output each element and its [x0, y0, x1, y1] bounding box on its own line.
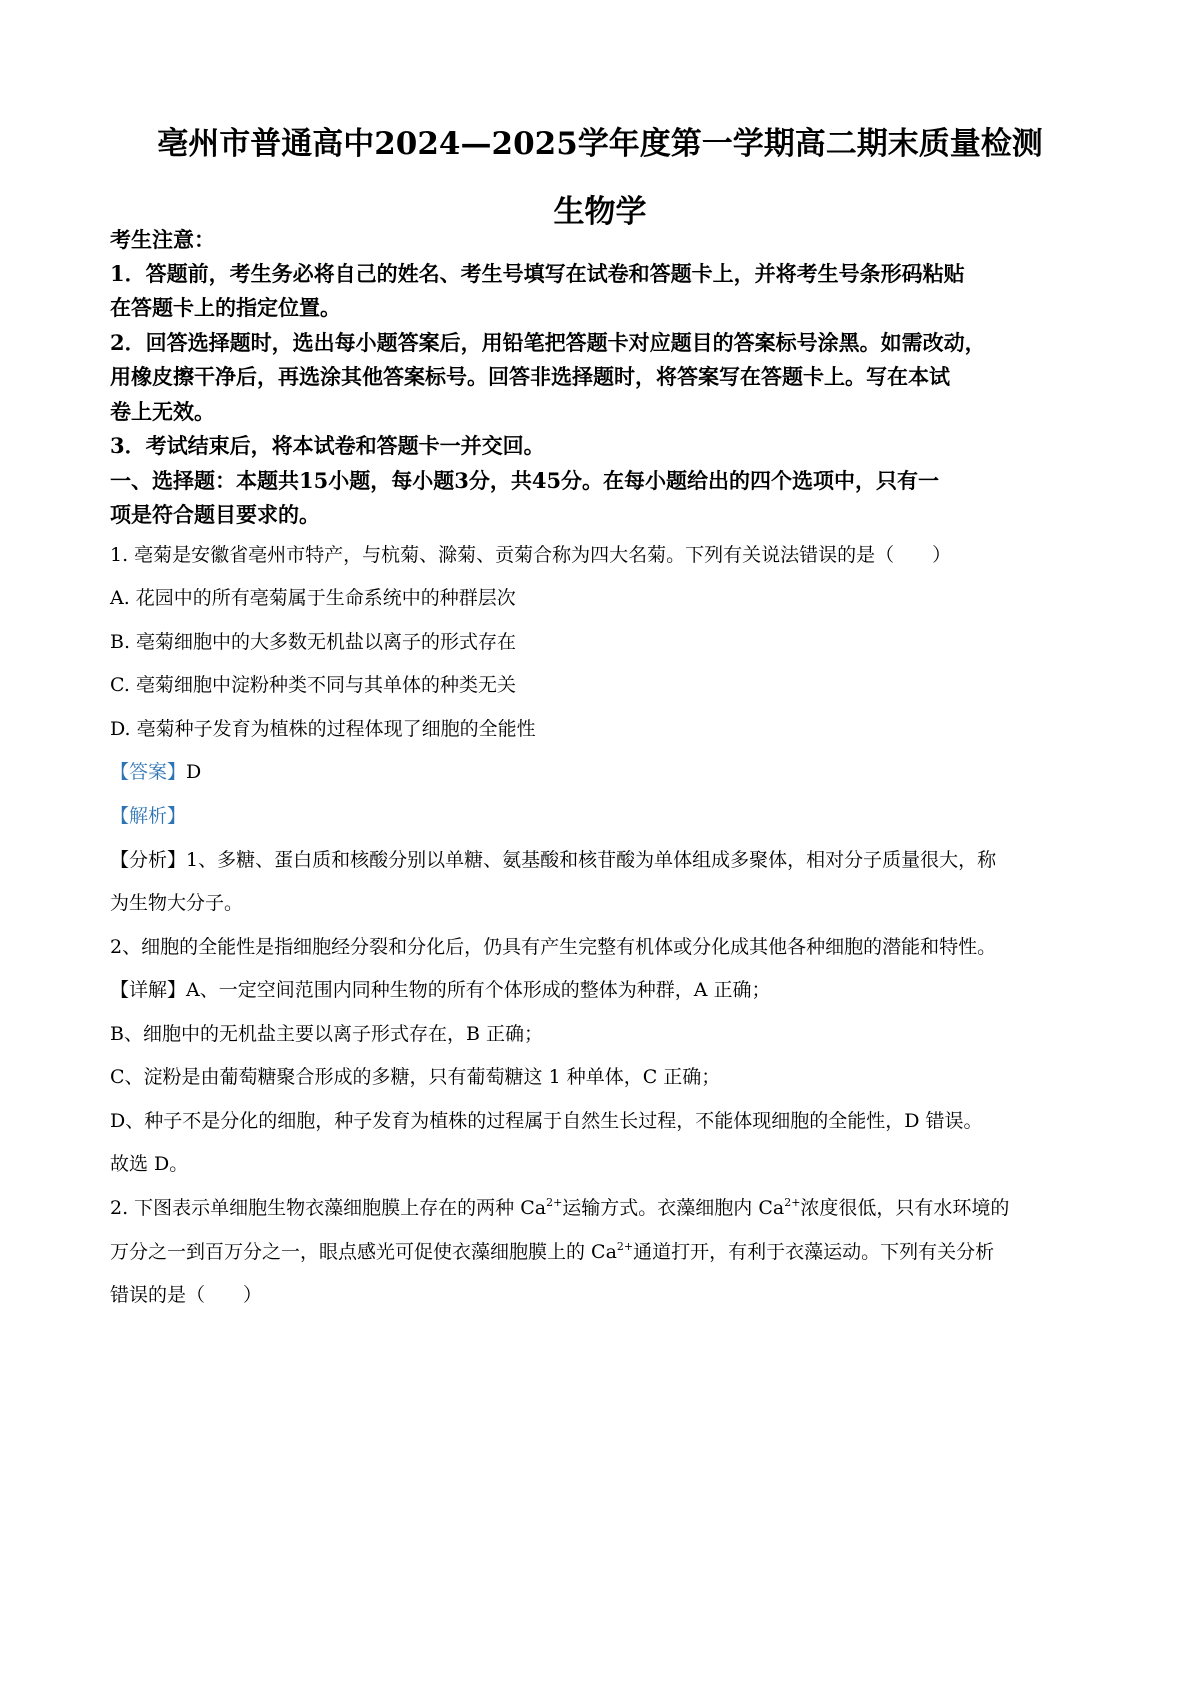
analysis-tag: 【解析】 — [110, 805, 187, 827]
section-heading-line-1: 一、选择题：本题共15小题，每小题3分，共45分。在每小题给出的四个选项中，只有一 — [110, 468, 940, 493]
detail-line-1: 【详解】A、一定空间范围内同种生物的所有个体形成的整体为种群，A 正确； — [110, 979, 771, 1001]
detail-line-3: C、淀粉是由葡萄糖聚合形成的多糖，只有葡萄糖这 1 种单体，C 正确； — [110, 1066, 721, 1088]
section-heading-line-2: 项是符合题目要求的。 — [110, 502, 320, 527]
question-2-stem-line-3: 错误的是（ ） — [110, 1284, 263, 1306]
question-1-option-d: D. 亳菊种子发育为植株的过程体现了细胞的全能性 — [110, 718, 536, 740]
q2-text-e: 通道打开，有利于衣藻运动。下列有关分析 — [633, 1241, 995, 1263]
analysis-line-3: 2、细胞的全能性是指细胞经分裂和分化后，仍具有产生完整有机体或分化成其他各种细胞的潜能和特性。 — [110, 936, 997, 958]
answer-tag: 【答案】 — [110, 761, 187, 783]
question-1-option-b: B. 亳菊细胞中的大多数无机盐以离子的形式存在 — [110, 631, 517, 653]
superscript: 2+ — [616, 1240, 634, 1253]
question-1-option-a: A. 花园中的所有亳菊属于生命系统中的种群层次 — [110, 587, 516, 609]
q2-text-c: 浓度很低，只有水环境的 — [800, 1197, 1010, 1219]
analysis-line-1: 【分析】1、多糖、蛋白质和核酸分别以单糖、氨基酸和核苷酸为单体组成多聚体，相对分子质量很大，称 — [110, 849, 997, 871]
notice-item-2-line-2: 用橡皮擦干净后，再选涂其他答案标号。回答非选择题时，将答案写在答题卡上。写在本试 — [110, 364, 950, 389]
notice-item-2-line-1: 2．回答选择题时，选出每小题答案后，用铅笔把答题卡对应题目的答案标号涂黑。如需改动， — [110, 330, 986, 355]
question-1-stem: 1. 亳菊是安徽省亳州市特产，与杭菊、滁菊、贡菊合称为四大名菊。下列有关说法错误的是（ ） — [110, 544, 952, 566]
notice-heading: 考生注意： — [110, 227, 215, 252]
question-1-option-c: C. 亳菊细胞中淀粉种类不同与其单体的种类无关 — [110, 674, 516, 696]
q2-text-a: 2. 下图表示单细胞生物衣藻细胞膜上存在的两种 Ca — [110, 1197, 547, 1219]
analysis-line-2: 为生物大分子。 — [110, 892, 244, 914]
document-title: 亳州市普通高中2024—2025学年度第一学期高二期末质量检测 — [157, 126, 1043, 162]
q2-text-b: 运输方式。衣藻细胞内 Ca — [562, 1197, 785, 1219]
detail-line-2: B、细胞中的无机盐主要以离子形式存在，B 正确； — [110, 1023, 543, 1045]
answer-value: D — [186, 761, 202, 783]
question-1-answer — [110, 757, 1100, 784]
document-subject: 生物学 — [553, 194, 647, 230]
q2-text-d: 万分之一到百万分之一，眼点感光可促使衣藻细胞膜上的 Ca — [110, 1241, 617, 1263]
notice-item-1-line-2: 在答题卡上的指定位置。 — [110, 295, 341, 320]
question-2-stem-line-2 — [110, 1237, 1100, 1264]
detail-line-4: D、种子不是分化的细胞，种子发育为植株的过程属于自然生长过程，不能体现细胞的全能性，D 错误。 — [110, 1110, 983, 1132]
notice-item-3: 3．考试结束后，将本试卷和答题卡一并交回。 — [110, 433, 545, 458]
superscript: 2+ — [784, 1196, 801, 1209]
notice-item-2-line-3: 卷上无效。 — [110, 399, 215, 424]
superscript: 2+ — [546, 1196, 563, 1209]
notice-item-1-line-1: 1．答题前，考生务必将自己的姓名、考生号填写在试卷和答题卡上，并将考生号条形码粘贴 — [110, 261, 965, 286]
question-2-stem-line-1 — [110, 1193, 1100, 1220]
conclusion: 故选 D。 — [110, 1153, 189, 1175]
